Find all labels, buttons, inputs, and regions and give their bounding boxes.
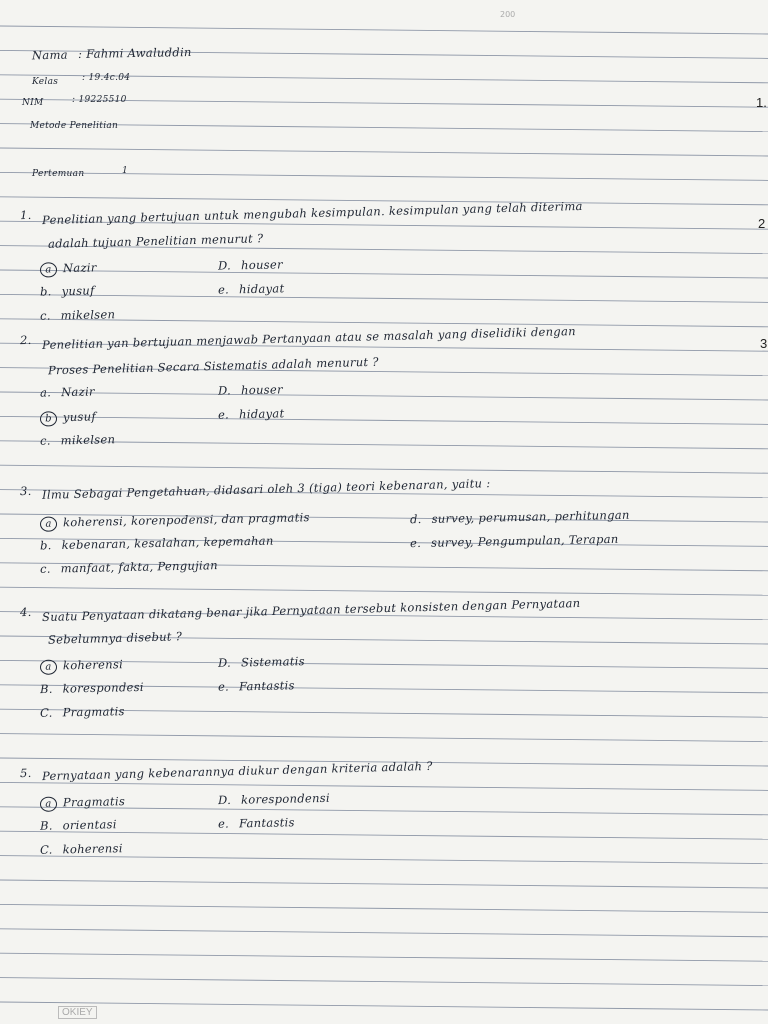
answer-option <box>218 817 295 830</box>
rule-line <box>0 26 768 34</box>
answer-option <box>40 434 115 447</box>
option-letter: B. <box>39 681 53 697</box>
margin-mark-2: 2 <box>758 216 766 231</box>
option-text: korespondensi <box>240 790 331 807</box>
option-letter: e. <box>409 535 422 551</box>
option-text: kebenaran, kesalahan, kepemahan <box>61 533 274 552</box>
answer-option <box>218 656 305 669</box>
name-value: : Fahmi Awaluddin <box>77 45 192 61</box>
option-letter: D. <box>217 655 232 670</box>
option-text: Nazir <box>60 384 95 400</box>
question-number: 1. <box>19 207 32 223</box>
subject: Metode Penelitian <box>30 121 119 131</box>
rule-line <box>0 1002 768 1010</box>
answer-option <box>40 795 125 812</box>
answer-option <box>218 259 283 272</box>
option-text: Fantastis <box>238 678 295 694</box>
option-text: Nazir <box>62 260 97 276</box>
option-letter: c. <box>39 433 51 448</box>
rule-line <box>0 416 768 424</box>
option-text: koherensi <box>62 657 124 673</box>
circled-answer-letter: a <box>40 797 57 812</box>
rule-line <box>0 831 768 839</box>
answer-option <box>218 384 283 397</box>
option-text: manfaat, fakta, Pengujian <box>60 558 218 576</box>
option-letter: C. <box>39 842 53 857</box>
question-text: Penelitian yang bertujuan untuk mengubah kesimpulan. kesimpulan yang telah diterima <box>41 198 583 228</box>
answer-option <box>40 843 123 856</box>
option-text: koherensi <box>62 841 123 857</box>
rule-line <box>0 953 768 961</box>
nim-value: : 19225510 <box>72 95 127 105</box>
option-text: Sistematis <box>240 654 306 670</box>
page-number: 200 <box>500 10 516 19</box>
option-text: koherensi, korenpodensi, dan pragmatis <box>62 510 310 530</box>
question-text: Ilmu Sebagai Pengetahuan, didasari oleh 3 (tiga) teori kebenaran, yaitu : <box>41 476 491 502</box>
option-text: orientasi <box>62 817 117 833</box>
option-text: yusuf <box>62 409 97 425</box>
rule-line <box>0 392 768 400</box>
answer-option <box>39 679 144 697</box>
meeting-number: 1 <box>122 166 129 176</box>
answer-option <box>217 790 331 808</box>
option-letter: C. <box>39 705 53 720</box>
option-letter: D. <box>217 792 232 808</box>
question-number: 3. <box>19 483 32 499</box>
option-letter: e. <box>217 816 230 831</box>
option-letter: b. <box>39 284 52 299</box>
question-number: 4. <box>19 604 32 620</box>
name-label: Nama <box>31 47 68 63</box>
option-text: survey, Pengumpulan, Terapan <box>430 531 619 550</box>
answer-option <box>40 658 123 675</box>
option-text: Pragmatis <box>62 794 126 810</box>
option-text: houser <box>240 382 283 398</box>
answer-option <box>40 410 96 426</box>
rule-line <box>0 782 768 790</box>
option-letter: b. <box>39 538 52 553</box>
option-text: houser <box>240 257 283 273</box>
option-letter: e. <box>217 679 230 694</box>
rule-line <box>0 270 768 278</box>
option-text: Pragmatis <box>62 704 125 720</box>
rule-line <box>0 880 768 888</box>
option-letter: D. <box>217 383 232 398</box>
question-text-cont: Sebelumnya disebut ? <box>47 629 183 647</box>
option-text: mikelsen <box>60 432 116 448</box>
rule-line <box>0 148 768 156</box>
rule-line <box>0 904 768 912</box>
question-text: Penelitian yan bertujuan menjawab Pertanyaan atau se masalah yang diselidiki dengan <box>41 324 577 352</box>
answer-option <box>40 706 125 719</box>
rule-line <box>0 978 768 986</box>
option-letter: B. <box>39 818 53 833</box>
answer-option <box>40 309 115 322</box>
option-letter: c. <box>39 308 51 323</box>
question-text: Pernyataan yang kebenarannya diukur dengan kriteria adalah ? <box>41 758 433 784</box>
rule-line <box>0 856 768 864</box>
option-text: Fantastis <box>238 815 295 831</box>
circled-answer-letter: a <box>40 660 57 675</box>
question-text-cont: adalah tujuan Penelitian menurut ? <box>47 231 264 251</box>
rule-line <box>0 465 768 473</box>
answer-option <box>218 680 295 693</box>
answer-option <box>218 408 285 421</box>
option-text: mikelsen <box>60 307 116 323</box>
option-letter: d. <box>409 512 422 527</box>
option-letter: e. <box>217 282 230 297</box>
answer-option <box>40 285 95 298</box>
circled-answer-letter: b <box>40 411 57 426</box>
rule-line <box>0 929 768 937</box>
answer-option <box>40 819 117 832</box>
option-letter: D. <box>217 258 232 273</box>
option-text: hidayat <box>238 406 285 422</box>
question-text: Suatu Penyataan dikatang benar jika Pernyataan tersebut konsisten dengan Pernyataan <box>41 595 581 625</box>
answer-option <box>218 283 285 296</box>
option-text: yusuf <box>61 283 95 299</box>
rule-line <box>0 169 768 180</box>
rule-line <box>0 294 768 302</box>
rule-line <box>0 587 768 595</box>
option-text: survey, perumusan, perhitungan <box>431 507 630 526</box>
rule-line <box>0 734 768 742</box>
question-number: 5. <box>19 765 32 781</box>
class-value: : 19.4c.04 <box>82 73 131 83</box>
class-label: Kelas <box>32 77 59 87</box>
nim-label: NIM <box>22 98 44 108</box>
margin-mark-3: 3 <box>760 336 768 351</box>
circled-answer-letter: a <box>40 262 57 277</box>
option-letter: c. <box>39 561 51 576</box>
option-text: hidayat <box>238 281 285 297</box>
option-text: korespondesi <box>62 679 144 696</box>
margin-mark-1: 1. <box>756 95 767 110</box>
option-letter: e. <box>217 407 230 422</box>
answer-option <box>40 261 97 277</box>
answer-option <box>40 386 95 399</box>
brand-logo: OKIEY <box>58 1006 97 1019</box>
meeting-label: Pertemuan <box>32 169 85 179</box>
circled-answer-letter: a <box>40 516 57 531</box>
option-letter: a. <box>39 385 52 400</box>
question-text-cont: Proses Penelitian Secara Sistematis adalah menurut ? <box>47 354 379 378</box>
question-number: 2. <box>19 332 32 348</box>
